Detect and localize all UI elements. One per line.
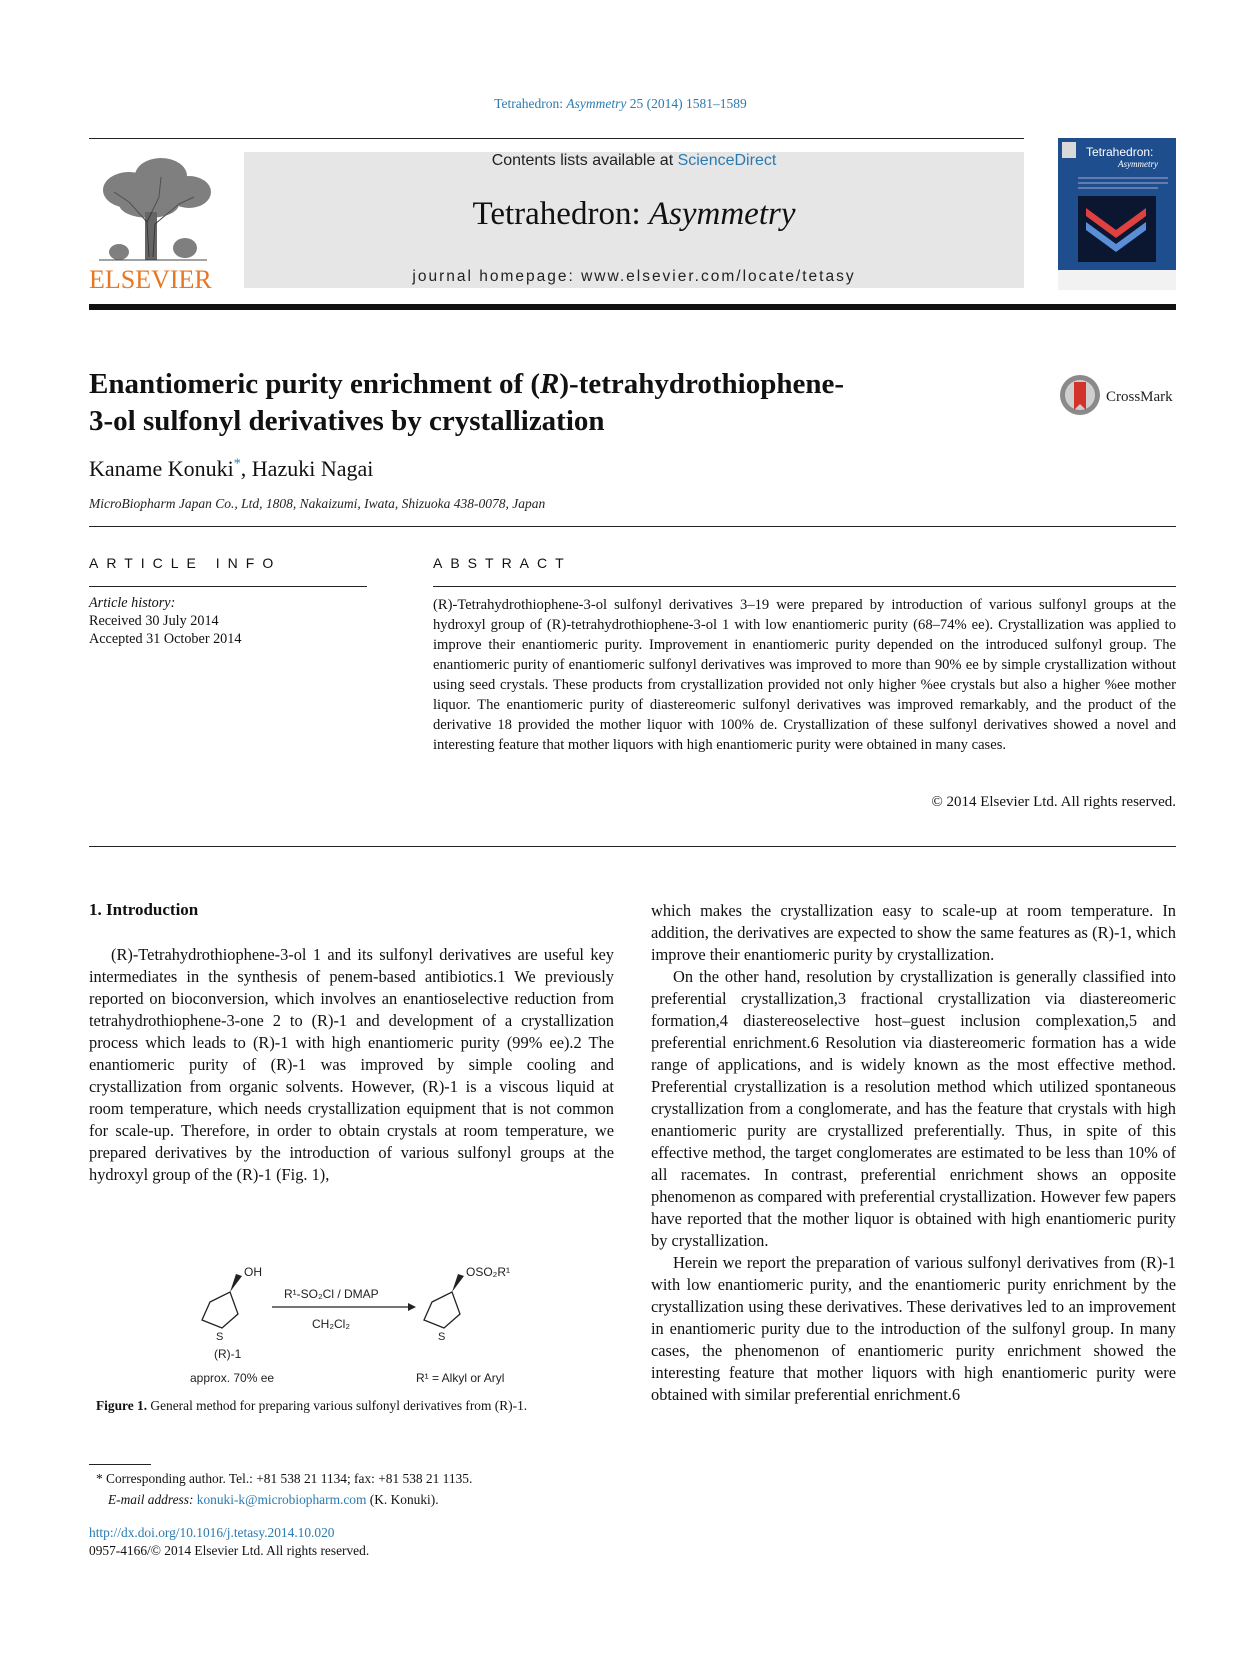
figure-1-scheme [180, 1262, 560, 1392]
contents-line: Contents lists available at ScienceDirect [491, 152, 777, 169]
intro-paragraph: (R)-Tetrahydrothiophene-3-ol 1 and its sulfonyl derivatives are useful key intermediates in the synthesis of penem-based antibiotics.1 We previously reported on bioconversion, which involves an enantioselective reduction from tetrahydrothiophene-3-one 2 to (R)-1 and development of a crystallization process which leads to (R)-1 with high enantiomeric purity (99% ee).2 The enantiomeric purity of (R)-1 was improved by simple cooling and crystallization from organic solvents. However, (R)-1 is a viscous liquid at room temperature, which needs crystallization equipment that is not common for scale-up. Therefore, in order to obtain crystals at room temperature, we prepared derivatives by the introduction of various sulfonyl groups at the hydroxyl group of the (R)-1 (Fig. 1), [89, 945, 614, 1184]
footnote: * Corresponding author. Tel.: +81 538 21 1134; fax: +81 538 21 1135. E-mail address: konuki-k@microbiopharm.com (K. Konuki). [96, 1471, 473, 1507]
header-top-rule [89, 138, 1024, 139]
elsevier-tree-icon [89, 152, 217, 292]
sciencedirect-link[interactable]: ScienceDirect [677, 152, 777, 169]
header-bottom-rule [89, 304, 1176, 310]
intro-paragraph: which makes the crystallization easy to scale-up at room temperature. In addition, the derivatives are expected to show the same features as (R)-1, which improve their enantiomeric purity by crystallization. [651, 901, 1176, 964]
intro-left-column [89, 944, 614, 1186]
journal-header-banner [244, 152, 1024, 288]
authors: Kaname Konuki*, Hazuki Nagai [89, 456, 374, 481]
abstract-rule [433, 586, 1176, 587]
svg-text:Tetrahedron:: Tetrahedron: [1086, 145, 1154, 159]
reaction-scheme [180, 1262, 560, 1392]
svg-text:R¹-SO₂Cl / DMAP: R¹-SO₂Cl / DMAP [284, 1287, 379, 1301]
article-history: Article history: Received 30 July 2014 Accepted 31 October 2014 [89, 595, 242, 647]
doi-block [89, 1524, 369, 1560]
footnote-rule [89, 1464, 151, 1465]
intro-right-column [651, 900, 1176, 1406]
article-info-rule [89, 586, 367, 587]
svg-text:OH: OH [244, 1265, 262, 1279]
svg-text:ELSEVIER: ELSEVIER [89, 265, 212, 292]
svg-text:CrossMark: CrossMark [1106, 389, 1173, 405]
affiliation: MicroBiopharm Japan Co., Ltd, 1808, Nakaizumi, Iwata, Shizuoka 438-0078, Japan [89, 496, 546, 511]
abstract-heading: ABSTRACT [433, 555, 572, 571]
svg-text:OSO₂R¹: OSO₂R¹ [466, 1265, 510, 1279]
divider [89, 846, 1176, 847]
svg-text:R¹ = Alkyl or Aryl: R¹ = Alkyl or Aryl [416, 1371, 505, 1385]
corresponding-author-link[interactable]: * [233, 456, 241, 472]
crossmark-icon [1058, 372, 1188, 418]
author-email-link[interactable]: konuki-k@microbiopharm.com [196, 1492, 367, 1507]
svg-text:S: S [216, 1331, 224, 1343]
journal-cover-image [1058, 138, 1176, 290]
svg-text:approx. 70% ee: approx. 70% ee [190, 1371, 275, 1385]
svg-text:CH₂Cl₂: CH₂Cl₂ [312, 1317, 350, 1331]
issn-line: 0957-4166/© 2014 Elsevier Ltd. All rights reserved. [89, 1543, 370, 1558]
cover-art [1058, 138, 1176, 290]
figure-1-caption: Figure 1. General method for preparing various sulfonyl derivatives from (R)-1. [96, 1398, 528, 1413]
intro-paragraph: On the other hand, resolution by crystallization is generally classified into preferential crystallization,3 fractional crystallization via diastereomeric formation,4 diastereoselective host–guest inclusion complexation,5 and preferential enrichment.6 Resolution via diastereomeric formation has a wide range of applications, and is widely known as the most effective method. Preferential crystallization is a resolution method which utilized spontaneous crystallization from a conglomerate, and has the feature that crystals with high enantiomeric purity are crystallized preferentially. Thus, in spite of this effective method, the target conglomerates are estimated to be less than 10% of all racemates. In contrast, preferential enrichment shows an opposite phenomenon as compared with preferential crystallization. However few papers have reported that the mother liquor is obtained with high enantiomeric purity by crystallization. [651, 967, 1176, 1250]
section-heading: 1. Introduction [89, 900, 199, 919]
intro-paragraph: Herein we report the preparation of various sulfonyl derivatives from (R)-1 with low enantiomeric purity, and the enantiomeric purity enrichment by the crystallization using these derivatives. These derivatives led to an improvement in enantiomeric purity due to the introduction of the sulfonyl group. In many cases, the phenomenon of enantiomeric purity enrichment showed the interesting feature that mother liquors with high enantiomeric purity were obtained with similar preferential enrichment.6 [651, 1253, 1176, 1404]
journal-title: Tetrahedron: Asymmetry [472, 196, 796, 232]
doi-link[interactable]: http://dx.doi.org/10.1016/j.tetasy.2014.10.020 [89, 1525, 335, 1540]
svg-text:(R)-1: (R)-1 [214, 1347, 242, 1361]
abstract-text: (R)-Tetrahydrothiophene-3-ol sulfonyl derivatives 3–19 were prepared by introduction of various sulfonyl groups at the hydroxyl group of (R)-tetrahydrothiophene-3-ol 1 with low enantiomeric purity (68–74% ee). Crystallization was applied to improve their enantiomeric purity. Improvement in enantiomeric purity depended on the introduced sulfonyl group. The enantiomeric purity of enantiomeric sulfonyl derivatives was improved to more than 90% ee by simple crystallization without using seed crystals. These products from crystallization provided not only higher %ee crystals but also a higher %ee mother liquor. The enantiomeric purity of diastereomeric sulfonyl derivatives was improved remarkably, and the product of the derivative 18 provided the mother liquor with 100% de. Crystallization of these sulfonyl derivatives showed a novel and interesting feature that mother liquors with high enantiomeric purity were obtained in many cases. [433, 597, 1176, 753]
elsevier-logo [89, 152, 217, 292]
journal-citation[interactable]: Tetrahedron: Asymmetry 25 (2014) 1581–1589 [494, 96, 747, 111]
crossmark-badge[interactable] [1058, 372, 1188, 418]
journal-homepage-link[interactable]: journal homepage: www.elsevier.com/locate/tetasy [412, 268, 856, 285]
article-info-heading: ARTICLE INFO [89, 555, 282, 571]
svg-text:S: S [438, 1331, 446, 1343]
divider [89, 526, 1176, 527]
article-title: Enantiomeric purity enrichment of (R)-tetrahydrothiophene- 3-ol sulfonyl derivatives by crystallization [89, 368, 844, 437]
svg-text:Asymmetry: Asymmetry [1118, 159, 1158, 169]
abstract-copyright: © 2014 Elsevier Ltd. All rights reserved. [931, 794, 1176, 810]
